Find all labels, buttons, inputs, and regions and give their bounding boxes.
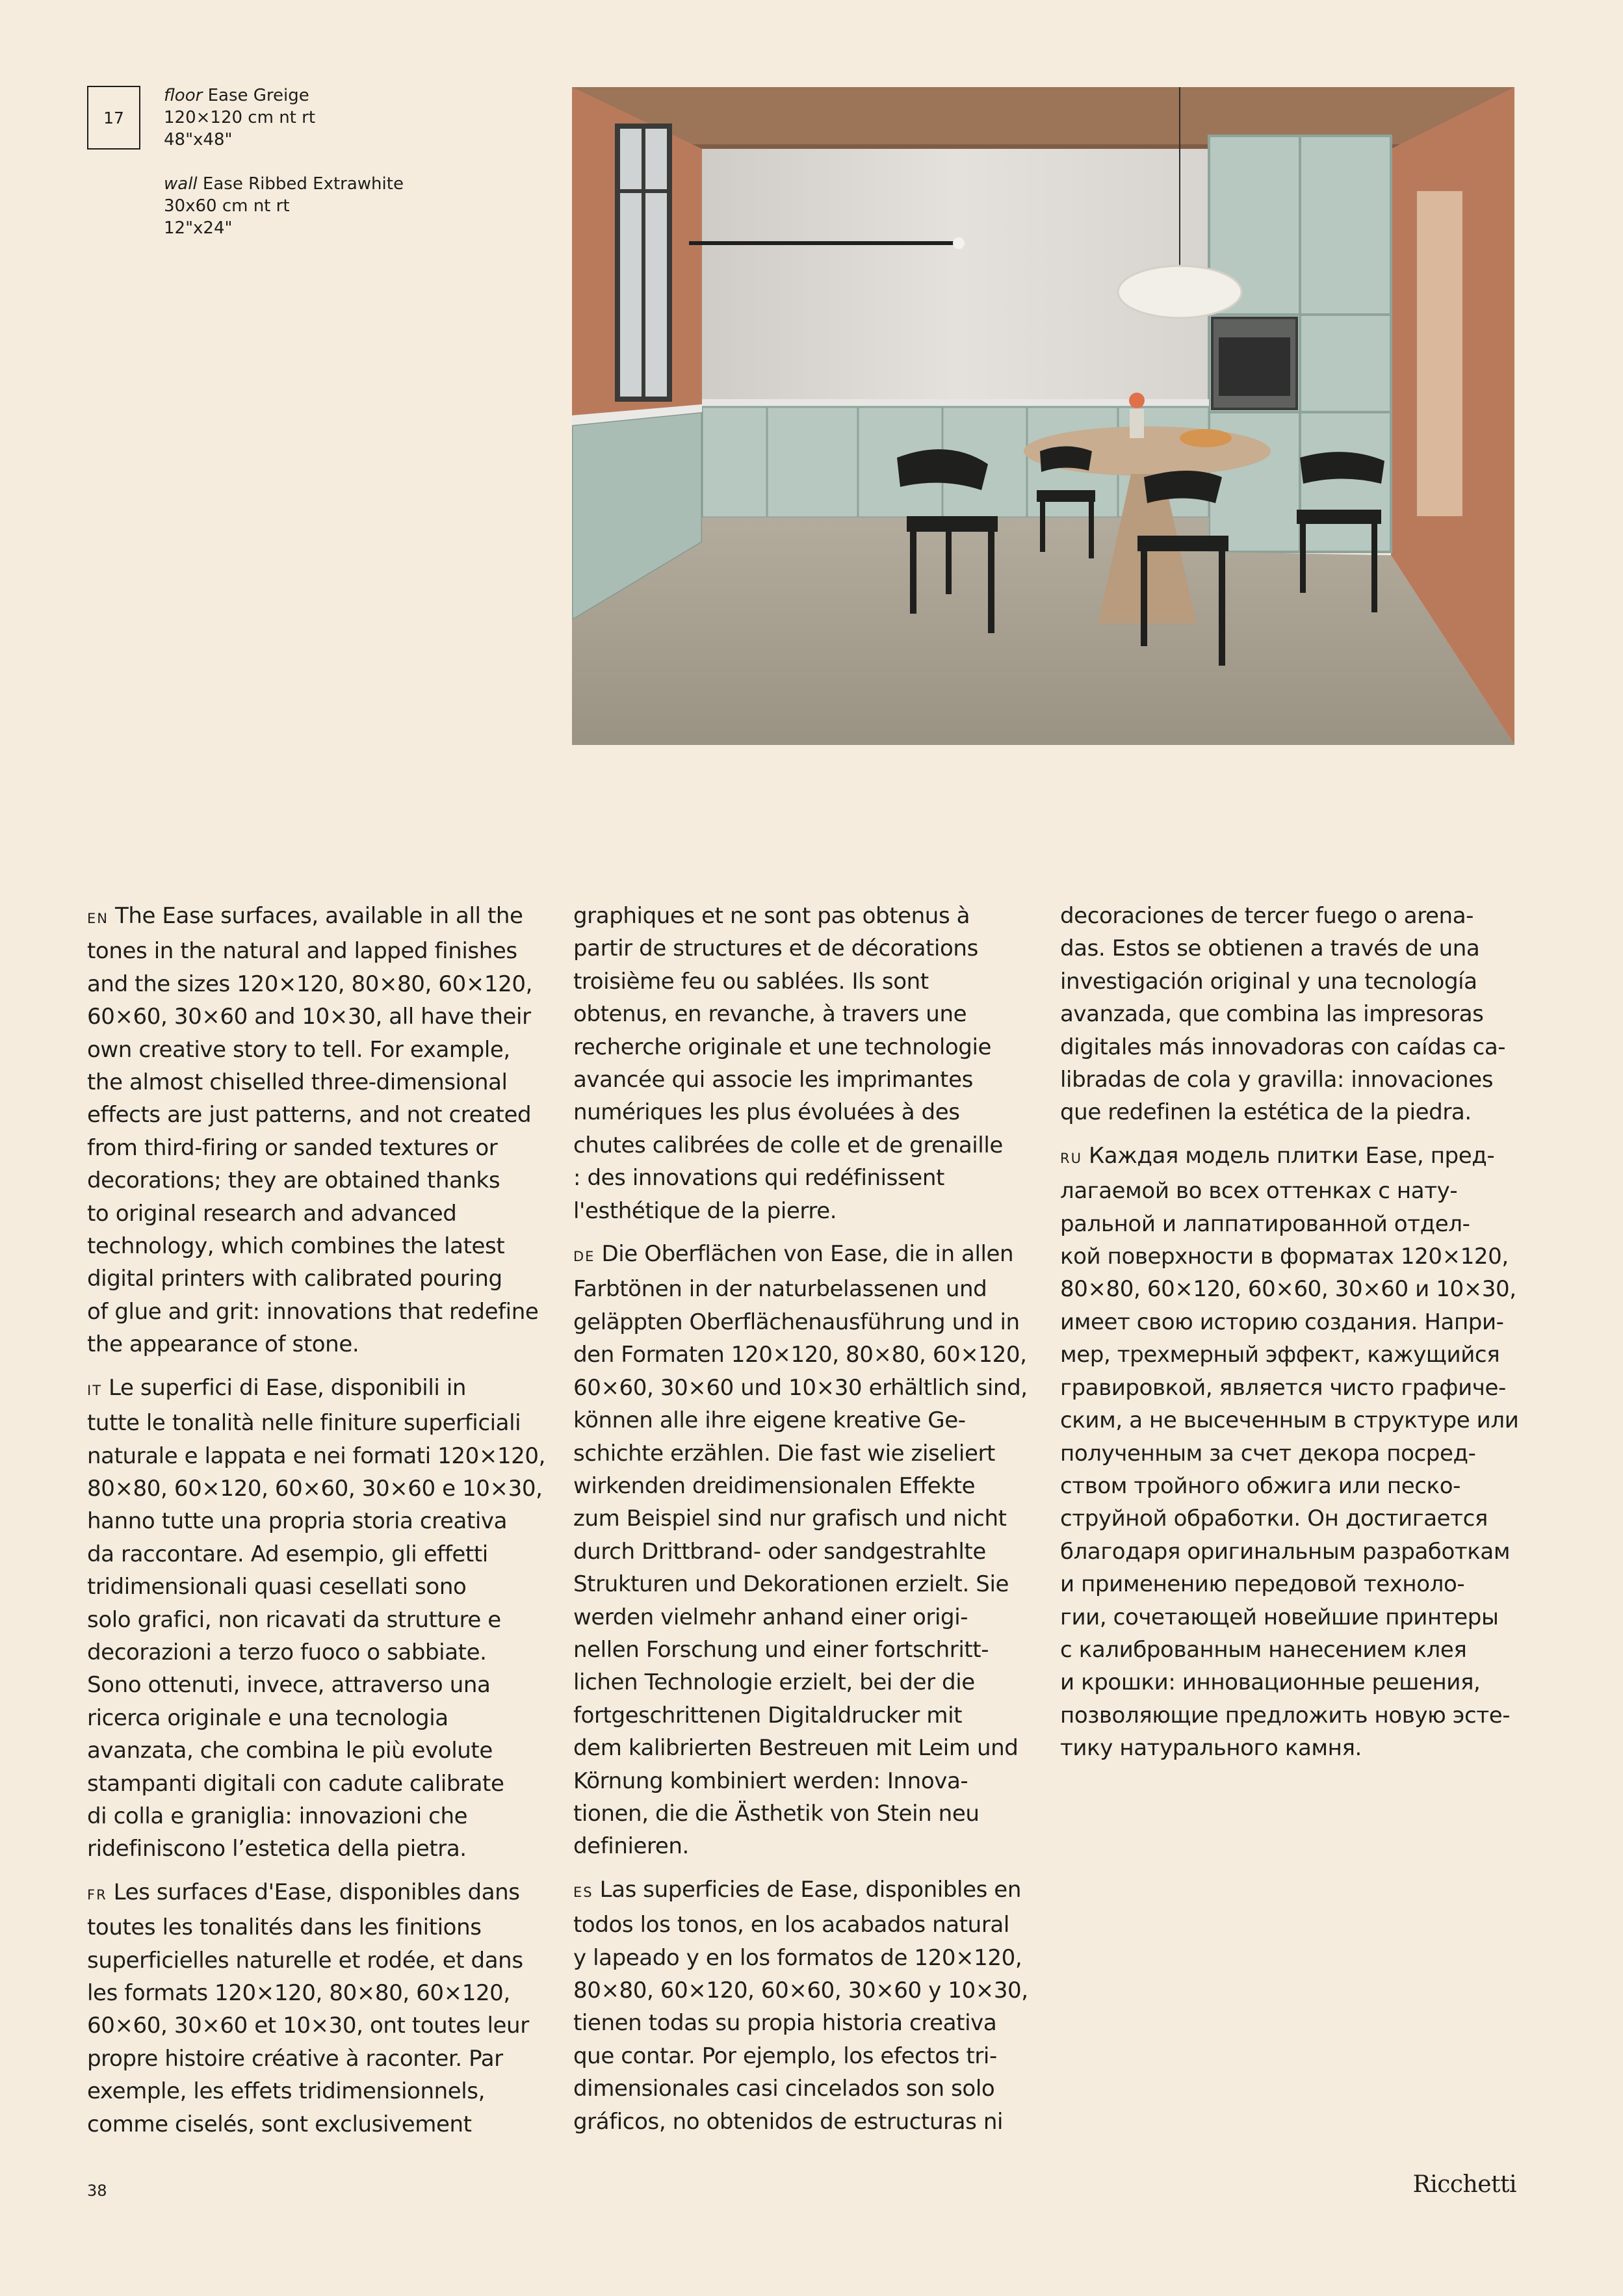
body-de [573,1241,1028,1863]
text-line: toutes les tonalités dans les finitions [87,1914,482,1941]
text-line: wirkenden dreidimensionalen Effekte [573,1472,976,1499]
text-line: schichte erzählen. Die fast wie ziseliert [573,1440,995,1467]
text-line: tridimensionali quasi cesellati sono [87,1574,467,1600]
text-line: полученным за счет декора посред- [1060,1440,1476,1467]
kitchen-photo [572,87,1514,745]
text-line: кой поверхности в форматах 120×120, [1060,1244,1509,1270]
text-line: Farbtönen in der naturbelassenen und [573,1276,987,1303]
body-it [87,1374,546,1866]
paragraph-de [573,1238,1028,1863]
text-line: naturale e lappata e nei formati 120×120, [87,1442,546,1469]
text-line: и крошки: инновационные решения, [1060,1669,1481,1696]
lang-tag-ru: RU [1060,1150,1082,1166]
lang-tag-it: IT [87,1382,103,1398]
text-line: partir de structures et de décorations [573,935,978,962]
text-line: avanzada, que combina las impresoras [1060,1001,1484,1028]
text-line: durch Drittbrand- oder sandgestrahlte [573,1538,986,1565]
text-line: ством тройного обжига или песко- [1060,1472,1461,1499]
text-line: comme ciselés, sont exclusivement [87,2111,472,2137]
paragraph-es [573,1873,1028,2138]
text-line: позволяющие предложить новую эсте- [1060,1702,1511,1729]
text-line: troisième feu ou sablées. Ils sont [573,968,929,995]
text-line: l'esthétique de la pierre. [573,1197,837,1224]
paragraph-fr-continued [573,900,1028,1227]
text-line: y lapeado y en los formatos de 120×120, [573,1944,1022,1971]
text-line: avancée qui associe les imprimantes [573,1067,973,1093]
text-line: digitales más innovadoras con caídas ca- [1060,1034,1506,1060]
text-line: numériques les plus évoluées à des [573,1099,960,1126]
lang-tag-de: DE [573,1249,595,1265]
text-line: 80×80, 60×120, 60×60, 30×60 e 10×30, [87,1475,543,1502]
paragraph-es-continued [1060,900,1515,1129]
text-line: können alle ihre eigene kreative Ge- [573,1407,966,1434]
text-line: tutte le tonalità nelle finiture superficiali [87,1410,521,1437]
text-line: definieren. [573,1833,689,1860]
page-number: 38 [87,2182,107,2200]
text-line: dimensionales casi cincelados son solo [573,2076,995,2102]
text-line: имеет свою историю создания. Напри- [1060,1309,1504,1335]
text-line: investigación original y una tecnología [1060,968,1477,995]
text-line: the almost chiselled three-dimensional [87,1069,508,1096]
text-line: effects are just patterns, and not created [87,1102,532,1128]
text-line: ridefiniscono l’estetica della pietra. [87,1836,467,1862]
text-line: and the sizes 120×120, 80×80, 60×120, [87,971,533,997]
wall-size-in: 12"x24" [164,218,233,238]
text-line: струйной обработки. Он достигается [1060,1506,1488,1532]
text-line: tienen todas su propia historia creativa [573,2010,997,2037]
text-line: decoraciones de tercer fuego o arena- [1060,903,1474,929]
image-caption [164,85,528,239]
text-line: tionen, die die Ästhetik von Stein neu [573,1800,980,1827]
text-line: todos los tonos, en los acabados natural [573,1912,1009,1938]
text-line: que contar. Por ejemplo, los efectos tri- [573,2042,997,2069]
body-es-part2 [1060,903,1515,1129]
text-line: from third-firing or sanded textures or [87,1134,498,1161]
body-fr-part2 [573,903,1028,1227]
paragraph-fr [87,1876,542,2141]
text-line: 60×60, 30×60 et 10×30, ont toutes leur [87,2013,529,2039]
text-line: Las superficies de Ease, disponibles en [599,1876,1021,1903]
paragraph-en [87,900,542,1361]
brand-logo: Ricchetti [1412,2171,1516,2198]
text-line: и применению передовой техноло- [1060,1571,1465,1598]
text-line: solo grafici, non ricavati da strutture e [87,1606,501,1633]
floor-label: floor [164,86,203,105]
wall-label: wall [164,174,198,194]
text-line: to original research and advanced [87,1200,457,1227]
text-line: fortgeschrittenen Digitaldrucker mit [573,1702,963,1729]
text-line: di colla e graniglia: innovazioni che [87,1803,468,1829]
text-line: : des innovations qui redéfinissent [573,1165,944,1192]
text-line: 60×60, 30×60 und 10×30 erhältlich sind, [573,1374,1028,1401]
paragraph-ru [1060,1140,1519,1765]
text-line: Le superfici di Ease, disponibili in [109,1374,467,1401]
text-line: nellen Forschung und einer fortschritt- [573,1636,989,1663]
text-line: ским, а не высеченным в структуре или [1060,1407,1519,1434]
text-line: Körnung kombiniert werden: Innova- [573,1768,968,1794]
text-line: superficielles naturelle et rodée, et dans [87,1947,523,1974]
wall-title [164,173,528,195]
text-line: ральной и лаппатированной отдел- [1060,1210,1470,1237]
text-line: exemple, les effets tridimensionnels, [87,2078,486,2105]
text-line: own creative story to tell. For example, [87,1036,510,1063]
text-line: zum Beispiel sind nur grafisch und nicht [573,1506,1007,1532]
text-line: recherche originale et une technologie [573,1034,992,1060]
text-line: propre histoire créative à raconter. Par [87,2045,503,2072]
text-line: of glue and grit: innovations that redefine [87,1298,539,1325]
text-column-3 [1060,900,1519,1775]
floor-spec [164,85,528,151]
text-line: 80×80, 60×120, 60×60, 30×60 и 10×30, [1060,1276,1516,1303]
text-line: гравировкой, является чисто графиче- [1060,1374,1506,1401]
text-line: werden vielmehr anhand einer origi- [573,1604,968,1630]
text-line: das. Estos se obtienen a través de una [1060,935,1480,962]
floor-size-cm: 120×120 cm nt rt [164,108,316,127]
text-line: Strukturen und Dekorationen erzielt. Sie [573,1571,1009,1598]
text-line: dem kalibrierten Bestreuen mit Leim und [573,1735,1019,1762]
text-line: Les surfaces d'Ease, disponibles dans [113,1879,520,1905]
text-line: avanzata, che combina le più evolute [87,1738,493,1764]
text-column-1 [87,900,546,2151]
text-line: graphiques et ne sont pas obtenus à [573,903,970,929]
wall-name: Ease Ribbed Extrawhite [202,174,404,194]
wall-spec [164,173,528,239]
paragraph-it [87,1372,546,1866]
text-line: que redefinen la estética de la piedra. [1060,1099,1472,1126]
text-line: les formats 120×120, 80×80, 60×120, [87,1980,510,2006]
text-line: gráficos, no obtenidos de estructuras ni [573,2108,1004,2135]
text-line: stampanti digitali con cadute calibrate [87,1770,504,1797]
floor-title [164,85,528,107]
text-column-2 [573,900,1028,2148]
lang-tag-es: ES [573,1884,593,1900]
figure-number [87,86,140,150]
kitchen-illustration [572,87,1514,745]
text-line: тику натурального камня. [1060,1735,1362,1762]
text-line: Sono ottenuti, invece, attraverso una [87,1672,491,1699]
body-ru [1060,1142,1519,1765]
text-line: the appearance of stone. [87,1331,359,1358]
wall-size-cm: 30x60 cm nt rt [164,196,290,216]
body-fr-part1 [87,1879,542,2141]
text-line: da raccontare. Ad esempio, gli effetti [87,1541,488,1567]
text-line: 80×80, 60×120, 60×60, 30×60 y 10×30, [573,1977,1028,2003]
text-line: Die Oberflächen von Ease, die in allen [601,1241,1014,1268]
body-es-part1 [573,1877,1028,2138]
text-line: 60×60, 30×60 and 10×30, all have their [87,1004,531,1030]
text-line: chutes calibrées de colle et de grenaille [573,1132,1003,1158]
text-line: decorazioni a terzo fuoco o sabbiate. [87,1639,487,1665]
text-line: technology, which combines the latest [87,1233,505,1260]
text-line: лагаемой во всех оттенках с нату- [1060,1178,1458,1205]
pendant-lamp [1118,266,1241,318]
text-line: decorations; they are obtained thanks [87,1168,500,1194]
text-line: tones in the natural and lapped finishes [87,938,517,965]
text-line: den Formaten 120×120, 80×80, 60×120, [573,1342,1027,1368]
text-line: hanno tutte una propria storia creativa [87,1508,508,1535]
text-line: libradas de cola y gravilla: innovaciones [1060,1067,1494,1093]
lang-tag-fr: FR [87,1886,107,1903]
floor-name: Ease Greige [207,86,309,105]
text-line: geläppten Oberflächenausführung und in [573,1309,1020,1335]
text-line: благодаря оригинальным разработкам [1060,1538,1511,1565]
text-line: ricerca originale e una tecnologia [87,1704,448,1731]
text-line: The Ease surfaces, available in all the [114,903,523,929]
figure-number-label: 17 [103,108,124,127]
text-line: obtenus, en revanche, à travers une [573,1001,967,1028]
text-line: Каждая модель плитки Ease, пред- [1088,1142,1495,1169]
text-line: гии, сочетающей новейшие принтеры [1060,1604,1499,1630]
text-line: lichen Technologie erzielt, bei der die [573,1669,975,1696]
text-line: с калиброванным нанесением клея [1060,1636,1467,1663]
text-line: digital printers with calibrated pouring [87,1266,502,1292]
text-line: мер, трехмерный эффект, кажущийся [1060,1342,1500,1368]
floor-size-in: 48"x48" [164,130,233,150]
body-en [87,903,542,1361]
lang-tag-en: EN [87,911,109,926]
